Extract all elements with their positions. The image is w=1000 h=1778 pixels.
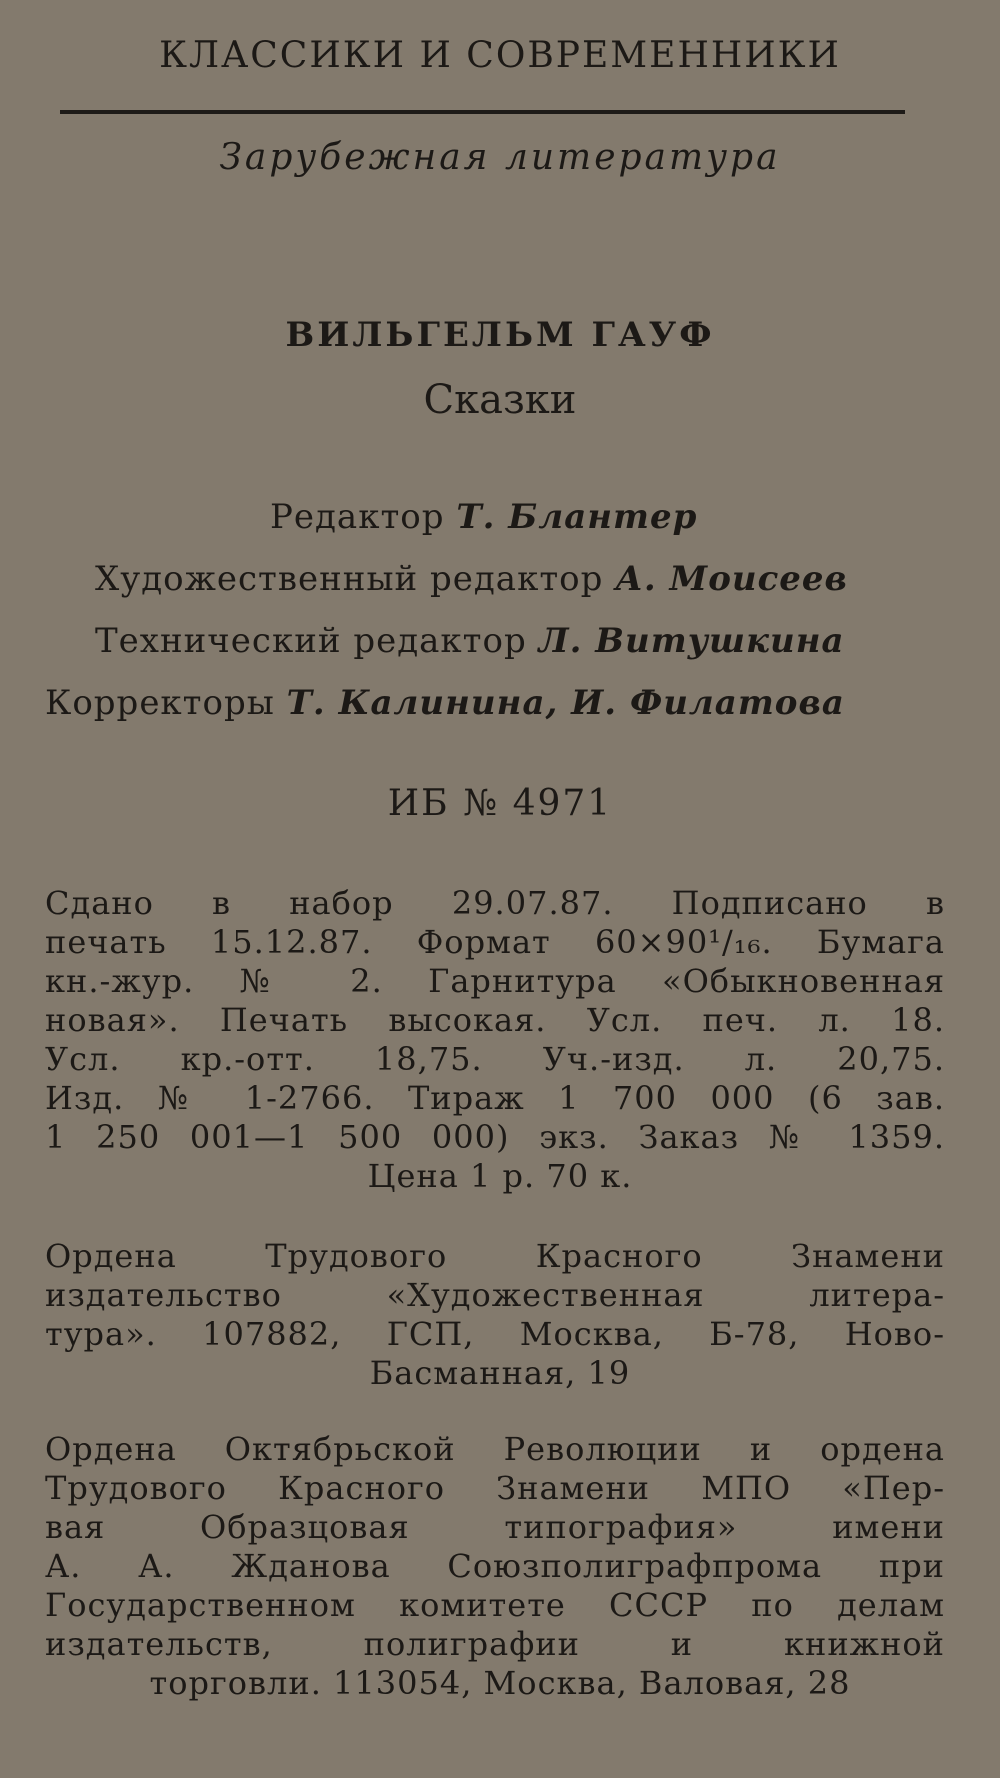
print-info-line: Сдано в набор 29.07.87. Подписано в xyxy=(45,884,945,922)
credit-proofreaders xyxy=(45,683,845,723)
ib-number: ИБ № 4971 xyxy=(387,783,613,824)
print-info-line: новая». Печать высокая. Усл. печ. л. 18. xyxy=(45,1001,945,1039)
printer-line: издательств, полиграфии и книжной xyxy=(45,1625,945,1663)
printer-line: Ордена Октябрьской Революции и ордена xyxy=(45,1430,945,1468)
printer-line: А. А. Жданова Союзполиграфпрома при xyxy=(45,1547,945,1585)
price: Цена 1 р. 70 к. xyxy=(367,1157,633,1195)
publisher-line: издательство «Художественная литера- xyxy=(45,1276,945,1314)
series-title: КЛАССИКИ И СОВРЕМЕННИКИ xyxy=(159,35,841,76)
print-info-line: 1 250 001—1 500 000) экз. Заказ № 1359. xyxy=(45,1118,945,1156)
credit-role: Редактор xyxy=(270,497,445,537)
series-divider xyxy=(60,110,905,114)
credit-art-editor xyxy=(95,559,848,599)
printer-address: торговли. 113054, Москва, Валовая, 28 xyxy=(149,1664,851,1702)
book-author: ВИЛЬГЕЛЬМ ГАУФ xyxy=(285,315,715,355)
printer-line: Трудового Красного Знамени МПО «Пер- xyxy=(45,1469,945,1507)
printer-line: Государственном комитете СССР по делам xyxy=(45,1586,945,1624)
print-info-line: Усл. кр.-отт. 18,75. Уч.-изд. л. 20,75. xyxy=(45,1040,945,1078)
print-info-line: печать 15.12.87. Формат 60×90¹/₁₆. Бумага xyxy=(45,923,945,961)
credit-editor xyxy=(270,497,698,537)
credit-person: Л. Витушкина xyxy=(538,621,845,661)
series-subtitle: Зарубежная литература xyxy=(219,137,781,178)
printer-line: вая Образцовая типография» имени xyxy=(45,1508,945,1546)
publisher-address: Басманная, 19 xyxy=(369,1354,631,1392)
publisher-line: Ордена Трудового Красного Знамени xyxy=(45,1237,945,1275)
credit-role: Художественный редактор xyxy=(95,559,604,599)
credit-role: Корректоры xyxy=(45,683,275,723)
credit-role: Технический редактор xyxy=(95,621,527,661)
credit-person: А. Моисеев xyxy=(615,559,848,599)
credit-person: Т. Калинина, И. Филатова xyxy=(286,683,845,723)
credit-tech-editor xyxy=(95,621,845,661)
publisher-line: тура». 107882, ГСП, Москва, Б-78, Ново- xyxy=(45,1315,945,1353)
print-info-line: кн.-жур. № 2. Гарнитура «Обыкновенная xyxy=(45,962,945,1000)
book-title: Сказки xyxy=(423,377,577,423)
print-info-line: Изд. № 1-2766. Тираж 1 700 000 (6 зав. xyxy=(45,1079,945,1117)
credit-person: Т. Блантер xyxy=(456,497,698,537)
